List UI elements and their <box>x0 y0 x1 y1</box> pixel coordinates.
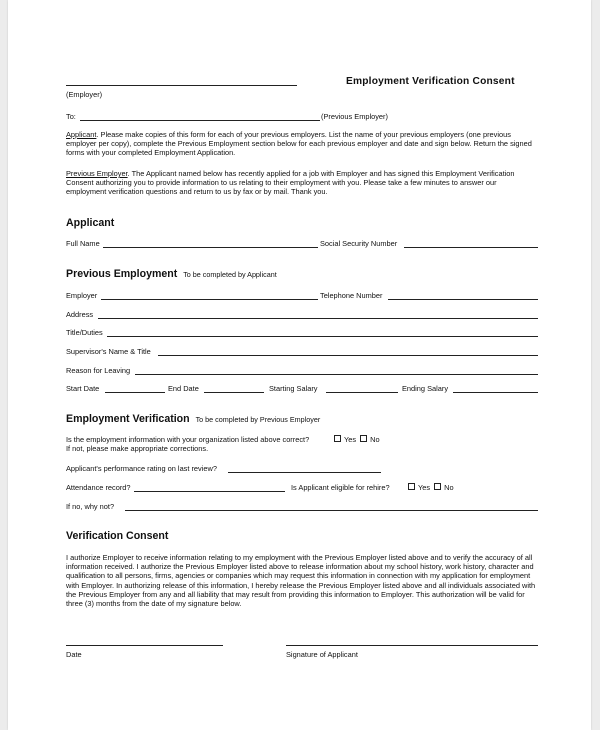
signature-label: Signature of Applicant <box>286 650 358 659</box>
q1-no-checkbox[interactable] <box>360 435 367 442</box>
q1-note: If not, please make appropriate corrections. <box>66 444 209 453</box>
attendance-field[interactable] <box>134 491 285 492</box>
start-date-label: Start Date <box>66 384 100 393</box>
rehire-yes-checkbox[interactable] <box>408 483 415 490</box>
starting-salary-label: Starting Salary <box>269 384 318 393</box>
applicant-instructions-text: . Please make copies of this form for each of your previous employers. List the name of your previous employers (one previous employer per copy), complete the Previous Employment section below for each previous employer and date and sign below. Return the signed forms with your completed Employment Application. <box>66 130 532 158</box>
supervisor-field[interactable] <box>158 355 538 356</box>
applicant-term: Applicant <box>66 130 97 139</box>
rehire-no-checkbox[interactable] <box>434 483 441 490</box>
rehire-options <box>408 483 454 492</box>
date-label: Date <box>66 650 82 659</box>
employer-label-field: Employer <box>66 291 98 300</box>
employer-field[interactable] <box>101 299 318 300</box>
supervisor-label: Supervisor's Name & Title <box>66 347 151 356</box>
telephone-field[interactable] <box>388 299 538 300</box>
q1-yes-label: Yes <box>344 435 357 444</box>
previous-employer-instructions <box>66 169 538 197</box>
title-duties-field[interactable] <box>107 336 538 337</box>
rating-label: Applicant's performance rating on last review? <box>66 464 217 473</box>
full-name-label: Full Name <box>66 239 100 248</box>
employer-label: (Employer) <box>66 90 103 99</box>
to-label: To: <box>66 112 76 121</box>
employment-verification-note: To be completed by Previous Employer <box>195 415 321 424</box>
employment-verification-heading <box>66 413 320 425</box>
form-title: Employment Verification Consent <box>346 76 515 87</box>
form-page <box>8 0 591 730</box>
date-line[interactable] <box>66 645 223 646</box>
ending-salary-field[interactable] <box>453 392 538 393</box>
reason-label: Reason for Leaving <box>66 366 131 375</box>
ending-salary-label: Ending Salary <box>402 384 449 393</box>
rating-field[interactable] <box>228 472 381 473</box>
ssn-field[interactable] <box>404 247 538 248</box>
to-line[interactable] <box>80 120 320 121</box>
rehire-no-label: No <box>444 483 454 492</box>
applicant-instructions <box>66 130 538 158</box>
address-label: Address <box>66 310 94 319</box>
previous-employer-instructions-text: . The Applicant named below has recently applied for a job with Employer and has signed this Employment Verification Consent authorizing you to provide information to us relating to their employment with you. Please take a few minutes to answer our employment verification questions and return to us by fax or by mail. Thank you. <box>66 169 515 197</box>
verification-consent-text: I authorize Employer to receive information relating to my employment with the Previous Employer listed above and to verify the accuracy of all information received. I authorize the Previous Employer listed above to release information about my school history, work history, character and qualification to all persons, firms, agencies or companies which may request this information in connection with my application for employment with Employer. In authorizing release of this information, I hereby release the Previous Employer listed above and all individuals associated with the Previous Employer from any and all liability that may result from providing this information to Employer. This authorization will be valid for three (3) months from the date of my signature below. <box>66 553 536 609</box>
employer-name-line[interactable] <box>66 85 297 86</box>
full-name-field[interactable] <box>103 247 318 248</box>
q1-no-label: No <box>370 435 380 444</box>
reason-field[interactable] <box>135 374 538 375</box>
end-date-field[interactable] <box>204 392 264 393</box>
previous-employer-term: Previous Employer <box>66 169 128 178</box>
why-not-field[interactable] <box>125 510 538 511</box>
verification-consent-heading: Verification Consent <box>66 530 169 542</box>
address-field[interactable] <box>98 318 538 319</box>
why-not-label: If no, why not? <box>66 502 115 511</box>
q1-options <box>334 435 380 444</box>
applicant-heading: Applicant <box>66 217 115 229</box>
rehire-label: Is Applicant eligible for rehire? <box>291 483 390 492</box>
rehire-yes-label: Yes <box>418 483 431 492</box>
starting-salary-field[interactable] <box>326 392 398 393</box>
title-duties-label: Title/Duties <box>66 328 103 337</box>
previous-employment-note: To be completed by Applicant <box>183 270 277 279</box>
ssn-label: Social Security Number <box>320 239 398 248</box>
start-date-field[interactable] <box>105 392 165 393</box>
q1-label: Is the employment information with your organization listed above correct? <box>66 435 310 444</box>
q1-yes-checkbox[interactable] <box>334 435 341 442</box>
previous-employment-heading <box>66 268 277 280</box>
signature-line[interactable] <box>286 645 538 646</box>
end-date-label: End Date <box>168 384 199 393</box>
attendance-label: Attendance record? <box>66 483 131 492</box>
employment-verification-title: Employment Verification <box>66 413 190 425</box>
previous-employer-label: (Previous Employer) <box>321 112 388 121</box>
previous-employment-title: Previous Employment <box>66 268 178 280</box>
telephone-label: Telephone Number <box>320 291 383 300</box>
